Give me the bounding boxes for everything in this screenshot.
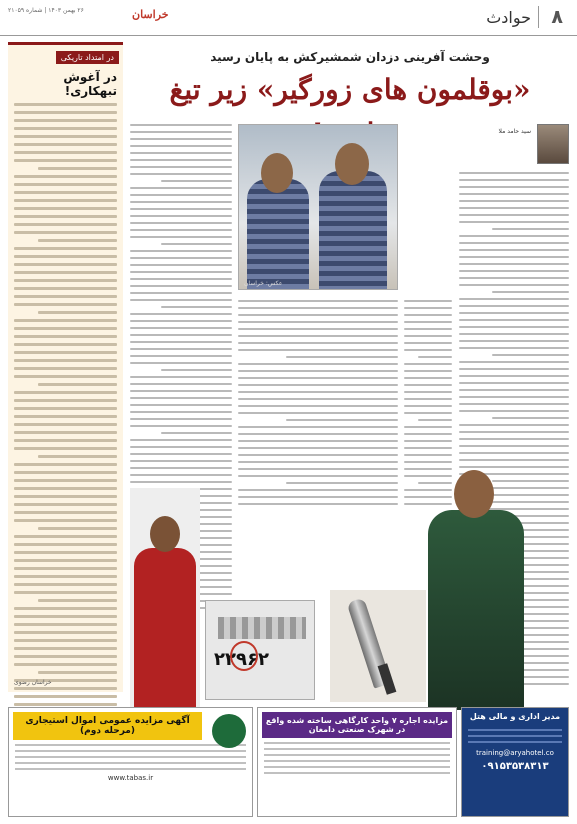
text-line xyxy=(238,461,398,463)
text-line xyxy=(14,479,117,482)
text-line xyxy=(14,495,117,498)
text-line xyxy=(130,460,232,462)
text-line xyxy=(404,349,452,351)
text-line xyxy=(459,347,569,349)
text-line xyxy=(130,236,232,238)
text-line xyxy=(130,446,232,448)
text-line xyxy=(38,311,117,314)
text-line xyxy=(286,482,398,484)
text-line xyxy=(14,287,117,290)
text-line xyxy=(14,687,117,690)
text-line xyxy=(14,319,117,322)
text-line xyxy=(130,404,232,406)
photo-caption: عکس: خراسان xyxy=(244,280,283,287)
text-line xyxy=(459,333,569,335)
text-line xyxy=(459,221,569,223)
text-line xyxy=(459,235,569,237)
text-line xyxy=(14,511,117,514)
text-line xyxy=(130,411,232,413)
text-line xyxy=(14,175,117,178)
text-line xyxy=(38,167,117,170)
text-line xyxy=(130,320,232,322)
text-line xyxy=(130,453,232,455)
text-line xyxy=(404,370,452,372)
article-column-center xyxy=(238,300,398,510)
text-line xyxy=(130,159,232,161)
text-line xyxy=(286,419,398,421)
text-line xyxy=(238,454,398,456)
text-line xyxy=(14,335,117,338)
text-line xyxy=(459,179,569,181)
text-line xyxy=(492,354,569,356)
suspect-portrait-right xyxy=(420,440,530,710)
opinion-column xyxy=(8,42,123,692)
text-line xyxy=(459,312,569,314)
text-line xyxy=(38,455,117,458)
text-line xyxy=(130,397,232,399)
text-line xyxy=(14,423,117,426)
text-line xyxy=(238,391,398,393)
text-line xyxy=(492,228,569,230)
text-line xyxy=(130,257,232,259)
text-line xyxy=(459,368,569,370)
text-line xyxy=(14,263,117,266)
text-line xyxy=(459,214,569,216)
text-line xyxy=(130,271,232,273)
text-line xyxy=(238,489,398,491)
text-line xyxy=(14,623,117,626)
text-line xyxy=(38,383,117,386)
text-line xyxy=(161,306,232,308)
text-line xyxy=(459,340,569,342)
text-line xyxy=(404,377,452,379)
text-line xyxy=(238,398,398,400)
text-line xyxy=(38,527,117,530)
text-line xyxy=(38,239,117,242)
text-line xyxy=(14,647,117,650)
text-line xyxy=(14,127,117,130)
text-line xyxy=(238,370,398,372)
text-line xyxy=(130,481,232,483)
text-line xyxy=(130,264,232,266)
text-line xyxy=(238,503,398,505)
text-line xyxy=(404,426,452,428)
text-line xyxy=(238,300,398,302)
text-line xyxy=(238,440,398,442)
suspects-photo xyxy=(238,124,398,290)
text-line xyxy=(130,439,232,441)
text-line xyxy=(14,695,117,698)
text-line xyxy=(14,559,117,562)
blurred-plate-region xyxy=(218,617,306,639)
text-line xyxy=(14,183,117,186)
text-line xyxy=(459,284,569,286)
text-line xyxy=(459,186,569,188)
text-line xyxy=(14,631,117,634)
text-line xyxy=(14,199,117,202)
text-line xyxy=(130,187,232,189)
text-line xyxy=(14,375,117,378)
text-line xyxy=(238,433,398,435)
text-line xyxy=(14,447,117,450)
text-line xyxy=(130,285,232,287)
text-line xyxy=(404,321,452,323)
tabas-ad-website[interactable]: www.tabas.ir xyxy=(107,774,154,782)
byline xyxy=(459,124,569,166)
text-line xyxy=(404,342,452,344)
text-line xyxy=(459,382,569,384)
text-line xyxy=(418,356,452,358)
text-line xyxy=(459,375,569,377)
text-line xyxy=(14,327,117,330)
text-line xyxy=(459,319,569,321)
text-line xyxy=(459,200,569,202)
text-line xyxy=(161,243,232,245)
text-line xyxy=(459,172,569,174)
text-line xyxy=(238,307,398,309)
hotel-ad-email[interactable]: training@aryahotel.co xyxy=(476,749,554,757)
text-line xyxy=(492,291,569,293)
text-line xyxy=(130,229,232,231)
text-line xyxy=(14,607,117,610)
text-line xyxy=(130,418,232,420)
text-line xyxy=(459,242,569,244)
article-kicker: وحشت آفرینی دزدان شمشیرکش به پایان رسید xyxy=(210,50,490,64)
text-line xyxy=(286,356,398,358)
hotel-ad-title: مدیر اداری و مالی هتل xyxy=(469,712,561,721)
text-line xyxy=(459,256,569,258)
text-line xyxy=(130,215,232,217)
text-line xyxy=(130,292,232,294)
text-line xyxy=(14,143,117,146)
industrial-lease-ad[interactable] xyxy=(257,707,457,817)
text-line xyxy=(14,575,117,578)
text-line xyxy=(14,639,117,642)
text-line xyxy=(404,405,452,407)
text-line xyxy=(459,263,569,265)
text-line xyxy=(238,342,398,344)
text-line xyxy=(238,412,398,414)
text-line xyxy=(14,583,117,586)
municipality-logo-icon xyxy=(212,714,246,748)
text-line xyxy=(492,417,569,419)
text-line xyxy=(238,496,398,498)
text-line xyxy=(130,474,232,476)
text-line xyxy=(130,376,232,378)
text-line xyxy=(14,271,117,274)
opinion-body xyxy=(8,103,123,706)
article-headline: «بوقلمون های زورگیر» زیر تیغ xyxy=(169,73,531,106)
text-line xyxy=(459,410,569,412)
industrial-ad-title: مزایده اجاره ۷ واحد کارگاهی ساخته شده واقع در شهرک صنعتی دامغان xyxy=(262,712,452,738)
text-line xyxy=(130,250,232,252)
text-line xyxy=(14,399,117,402)
text-line xyxy=(130,173,232,175)
text-line xyxy=(14,591,117,594)
text-line xyxy=(14,471,117,474)
text-line xyxy=(130,299,232,301)
text-line xyxy=(238,475,398,477)
text-line xyxy=(14,295,117,298)
text-line xyxy=(14,535,117,538)
tabas-ad-title: آگهی مزایده عمومی اموال استیجاری (مرحله دوم) xyxy=(13,712,202,740)
text-line xyxy=(404,314,452,316)
text-line xyxy=(459,193,569,195)
machete-photo xyxy=(330,590,426,702)
text-line xyxy=(130,355,232,357)
text-line xyxy=(14,463,117,466)
text-line xyxy=(14,439,117,442)
text-line xyxy=(130,425,232,427)
text-line xyxy=(404,391,452,393)
text-line xyxy=(238,349,398,351)
text-line xyxy=(459,431,569,433)
text-line xyxy=(238,405,398,407)
text-line xyxy=(130,194,232,196)
text-line xyxy=(14,487,117,490)
text-line xyxy=(161,369,232,371)
text-line xyxy=(14,367,117,370)
text-line xyxy=(130,152,232,154)
text-line xyxy=(404,412,452,414)
text-line xyxy=(238,426,398,428)
text-line xyxy=(238,447,398,449)
author-photo xyxy=(537,124,569,164)
highlight-circle xyxy=(230,641,258,671)
text-line xyxy=(14,343,117,346)
text-line xyxy=(14,223,117,226)
text-line xyxy=(459,249,569,251)
text-line xyxy=(14,415,117,418)
text-line xyxy=(14,703,117,706)
page-header xyxy=(0,0,577,36)
text-line xyxy=(238,468,398,470)
text-line xyxy=(14,543,117,546)
text-line xyxy=(14,111,117,114)
text-line xyxy=(404,433,452,435)
text-line xyxy=(130,222,232,224)
text-line xyxy=(459,305,569,307)
text-line xyxy=(14,151,117,154)
text-line xyxy=(130,166,232,168)
text-line xyxy=(130,131,232,133)
text-line xyxy=(14,431,117,434)
text-line xyxy=(404,384,452,386)
text-line xyxy=(459,326,569,328)
text-line xyxy=(459,403,569,405)
text-line xyxy=(14,279,117,282)
text-line xyxy=(404,307,452,309)
advertisements xyxy=(8,707,569,817)
text-line xyxy=(130,278,232,280)
text-line xyxy=(459,270,569,272)
text-line xyxy=(14,159,117,162)
opinion-author: خراسان رضوی xyxy=(14,679,52,686)
tabas-auction-ad[interactable] xyxy=(8,707,253,817)
text-line xyxy=(14,391,117,394)
text-line xyxy=(14,207,117,210)
text-line xyxy=(14,191,117,194)
text-line xyxy=(14,407,117,410)
text-line xyxy=(130,390,232,392)
text-line xyxy=(459,389,569,391)
text-line xyxy=(14,567,117,570)
text-line xyxy=(14,119,117,122)
text-line xyxy=(130,313,232,315)
text-line xyxy=(130,201,232,203)
text-line xyxy=(459,361,569,363)
text-line xyxy=(238,335,398,337)
text-line xyxy=(404,300,452,302)
text-line xyxy=(161,432,232,434)
text-line xyxy=(14,551,117,554)
text-line xyxy=(14,103,117,106)
text-line xyxy=(459,298,569,300)
text-line xyxy=(404,328,452,330)
text-line xyxy=(161,180,232,182)
text-line xyxy=(14,247,117,250)
text-line xyxy=(459,424,569,426)
page-number: ۸ xyxy=(551,6,563,28)
newspaper-logo: خراسان xyxy=(132,8,169,21)
opinion-title: در آغوش تبهکاری! xyxy=(63,70,117,98)
text-line xyxy=(14,215,117,218)
text-line xyxy=(130,348,232,350)
header-divider xyxy=(538,6,539,28)
text-line xyxy=(130,467,232,469)
text-line xyxy=(14,135,117,138)
text-line xyxy=(238,384,398,386)
text-line xyxy=(238,321,398,323)
text-line xyxy=(238,377,398,379)
text-line xyxy=(14,519,117,522)
text-line xyxy=(14,663,117,666)
text-line xyxy=(404,335,452,337)
text-line xyxy=(14,351,117,354)
hotel-ad[interactable] xyxy=(461,707,569,817)
suspect-portrait-left xyxy=(130,488,200,708)
license-plate-photo xyxy=(205,600,315,700)
plate-number: ۲۲۹۶۲ xyxy=(214,649,269,670)
text-line xyxy=(238,314,398,316)
text-line xyxy=(130,327,232,329)
text-line xyxy=(130,124,232,126)
text-line xyxy=(38,599,117,602)
text-line xyxy=(130,145,232,147)
text-line xyxy=(238,328,398,330)
text-line xyxy=(459,207,569,209)
opinion-kicker: در امتداد تاریکی xyxy=(56,51,119,64)
text-line xyxy=(459,396,569,398)
text-line xyxy=(14,655,117,658)
issue-date: ۲۶ بهمن ۱۴۰۳ | شماره ۲۱۰۵۹ xyxy=(8,7,84,14)
text-line xyxy=(459,277,569,279)
text-line xyxy=(14,615,117,618)
text-line xyxy=(238,363,398,365)
text-line xyxy=(130,362,232,364)
text-line xyxy=(14,255,117,258)
text-line xyxy=(14,231,117,234)
text-line xyxy=(130,341,232,343)
text-line xyxy=(130,383,232,385)
text-line xyxy=(404,363,452,365)
author-name: سید حامد ملا xyxy=(498,128,531,135)
text-line xyxy=(14,503,117,506)
text-line xyxy=(130,208,232,210)
text-line xyxy=(404,398,452,400)
text-line xyxy=(38,671,117,674)
hotel-ad-phone: ۰۹۱۵۳۵۳۸۳۱۳ xyxy=(481,761,549,772)
text-line xyxy=(14,359,117,362)
text-line xyxy=(14,303,117,306)
text-line xyxy=(130,334,232,336)
text-line xyxy=(130,138,232,140)
text-line xyxy=(418,419,452,421)
section-title: حوادث xyxy=(486,8,531,27)
